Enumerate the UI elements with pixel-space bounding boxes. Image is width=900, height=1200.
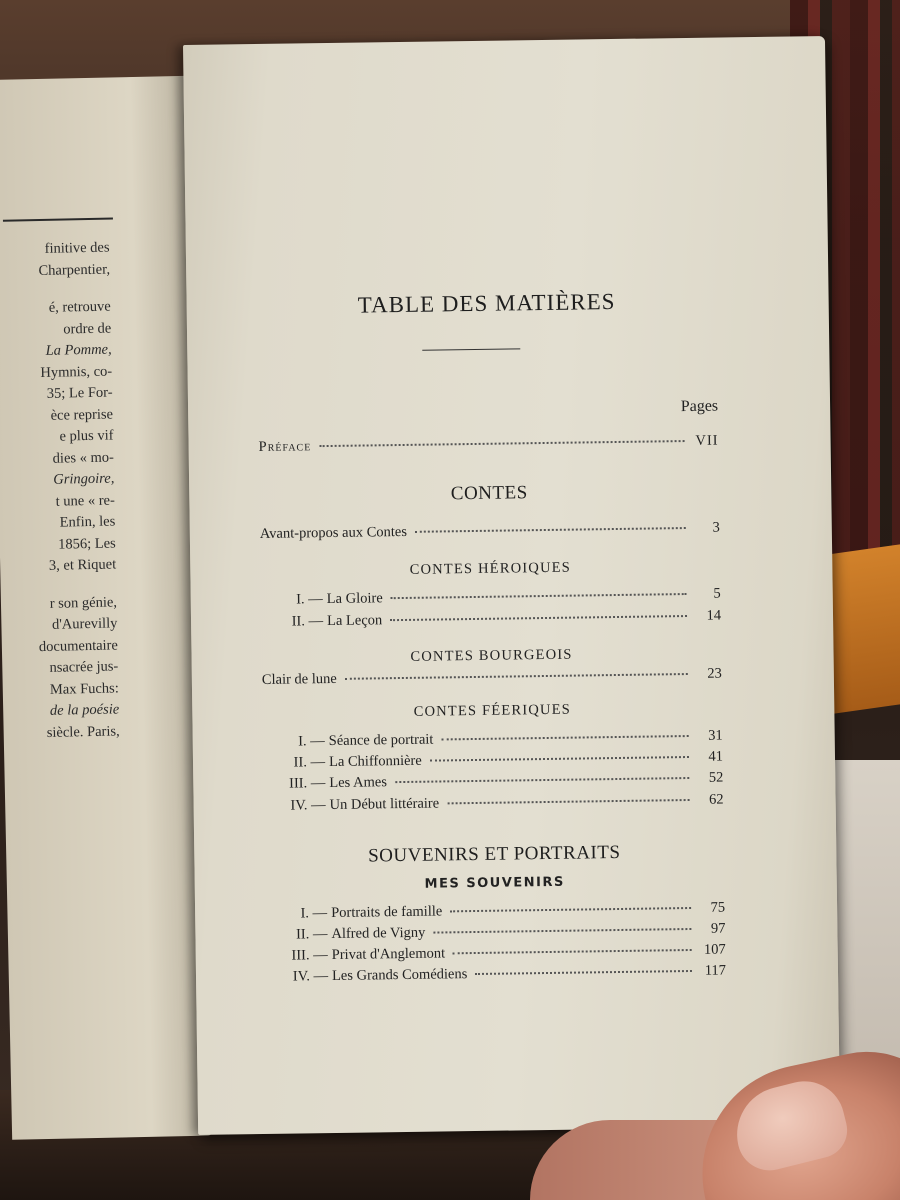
entry-page: 41 bbox=[708, 748, 724, 765]
entry-label: Alfred de Vigny bbox=[331, 924, 426, 943]
entry-number: II. — bbox=[291, 613, 324, 630]
leader-dots bbox=[430, 756, 689, 762]
entry-page: 23 bbox=[707, 665, 722, 682]
toc-entry bbox=[265, 900, 725, 923]
leader-dots bbox=[319, 440, 684, 447]
left-line: documentaire bbox=[38, 636, 119, 655]
toc-entry bbox=[263, 749, 723, 772]
left-line: Charpentier, bbox=[38, 261, 111, 279]
leader-dots bbox=[395, 777, 689, 783]
leader-dots bbox=[447, 799, 689, 804]
entry-label: Les Grands Comédiens bbox=[331, 966, 468, 985]
entry-number: I. — bbox=[296, 591, 323, 608]
left-page-text bbox=[0, 238, 120, 747]
leader-dots bbox=[475, 970, 692, 975]
subsection-heading-heroiques: CONTES HÉROIQUES bbox=[409, 559, 572, 578]
leader-dots bbox=[391, 593, 687, 599]
left-line: r son génie, bbox=[49, 593, 118, 612]
entry-label: Préface bbox=[258, 438, 312, 455]
leader-dots bbox=[453, 949, 692, 954]
toc-page bbox=[183, 36, 840, 1135]
left-line: d'Aurevilly bbox=[51, 615, 118, 633]
entry-page: 52 bbox=[708, 769, 724, 786]
left-line: 35; Le For- bbox=[46, 384, 113, 402]
left-line: finitive des bbox=[44, 239, 110, 257]
toc-entry bbox=[266, 942, 726, 965]
left-line: siècle. Paris, bbox=[46, 722, 120, 741]
section-heading-souvenirs: SOUVENIRS ET PORTRAITS bbox=[368, 841, 621, 867]
left-page-rule bbox=[3, 217, 113, 221]
toc-entry bbox=[261, 608, 721, 631]
leader-dots bbox=[345, 673, 688, 680]
left-line: 3, et Riquet bbox=[48, 556, 117, 574]
toc-entry-preface bbox=[259, 433, 719, 456]
entry-page: 107 bbox=[703, 941, 726, 958]
toc-entry bbox=[264, 792, 724, 815]
entry-page: 31 bbox=[708, 727, 723, 744]
entry-label: Un Début littéraire bbox=[329, 795, 440, 814]
toc-entry bbox=[261, 586, 721, 609]
entry-page: 5 bbox=[713, 585, 721, 602]
entry-label: Privat d'Anglemont bbox=[331, 945, 446, 964]
toc-entry bbox=[266, 963, 726, 986]
left-page bbox=[0, 76, 212, 1140]
entry-number: II. — bbox=[293, 754, 326, 771]
left-line: é, retrouve bbox=[48, 298, 111, 316]
leader-dots bbox=[433, 928, 691, 934]
left-line: dies « mo- bbox=[52, 448, 115, 467]
leader-dots bbox=[415, 527, 686, 533]
toc-entry bbox=[262, 666, 722, 689]
entry-page: 75 bbox=[710, 899, 726, 916]
toc-content bbox=[256, 288, 727, 985]
entry-label: La Gloire bbox=[326, 590, 383, 608]
entry-number: I. — bbox=[300, 905, 328, 922]
leader-dots bbox=[441, 735, 688, 740]
entry-label: Portraits de famille bbox=[331, 903, 443, 922]
entry-label: La Leçon bbox=[326, 612, 383, 630]
entry-number: III. — bbox=[291, 947, 328, 964]
entry-label: Avant-propos aux Contes bbox=[259, 523, 408, 542]
entry-label: La Chiffonnière bbox=[328, 752, 422, 771]
left-line: Hymnis, co- bbox=[40, 363, 113, 381]
left-line: ordre de bbox=[63, 320, 112, 338]
page-title: TABLE DES MATIÈRES bbox=[357, 288, 616, 318]
left-line: t une « re- bbox=[55, 491, 115, 510]
subsection-heading-mes-souvenirs: MES SOUVENIRS bbox=[424, 874, 565, 892]
left-line: La Pomme, bbox=[45, 341, 112, 359]
entry-label: Séance de portrait bbox=[328, 731, 434, 750]
entry-number: III. — bbox=[288, 775, 326, 792]
left-line: nsacrée jus- bbox=[49, 658, 119, 676]
left-line: èce reprise bbox=[50, 405, 114, 424]
entry-page: 117 bbox=[704, 962, 727, 979]
left-line: e plus vif bbox=[59, 427, 114, 445]
left-line: Gringoire, bbox=[53, 470, 115, 488]
title-rule bbox=[422, 348, 520, 350]
toc-entry bbox=[265, 921, 725, 944]
entry-label: Les Ames bbox=[329, 774, 388, 792]
toc-entry bbox=[263, 728, 723, 751]
toc-entry bbox=[263, 770, 723, 793]
leader-dots bbox=[390, 615, 687, 621]
left-line: Max Fuchs: bbox=[49, 679, 119, 698]
subsection-heading-bourgeois: CONTES BOURGEOIS bbox=[410, 646, 573, 665]
left-line: de la poésie bbox=[49, 701, 120, 719]
entry-number: I. — bbox=[298, 733, 325, 750]
entry-page: 97 bbox=[710, 920, 726, 937]
section-heading-contes: CONTES bbox=[450, 482, 528, 505]
subsection-heading-feeriques: CONTES FÉERIQUES bbox=[413, 701, 572, 720]
entry-number: II. — bbox=[295, 926, 328, 943]
left-line: 1856; Les bbox=[57, 534, 116, 553]
entry-page: 14 bbox=[706, 607, 722, 624]
entry-page: 62 bbox=[708, 791, 724, 808]
entry-page: VII bbox=[695, 432, 719, 449]
entry-number: IV. — bbox=[290, 797, 326, 814]
leader-dots bbox=[450, 907, 691, 912]
entry-label: Clair de lune bbox=[261, 670, 337, 688]
entry-page: 3 bbox=[712, 519, 720, 536]
left-line: Enfin, les bbox=[59, 513, 116, 531]
pages-column-label: Pages bbox=[680, 397, 719, 416]
toc-entry-avant-propos bbox=[260, 520, 720, 543]
entry-number: IV. — bbox=[292, 968, 329, 985]
